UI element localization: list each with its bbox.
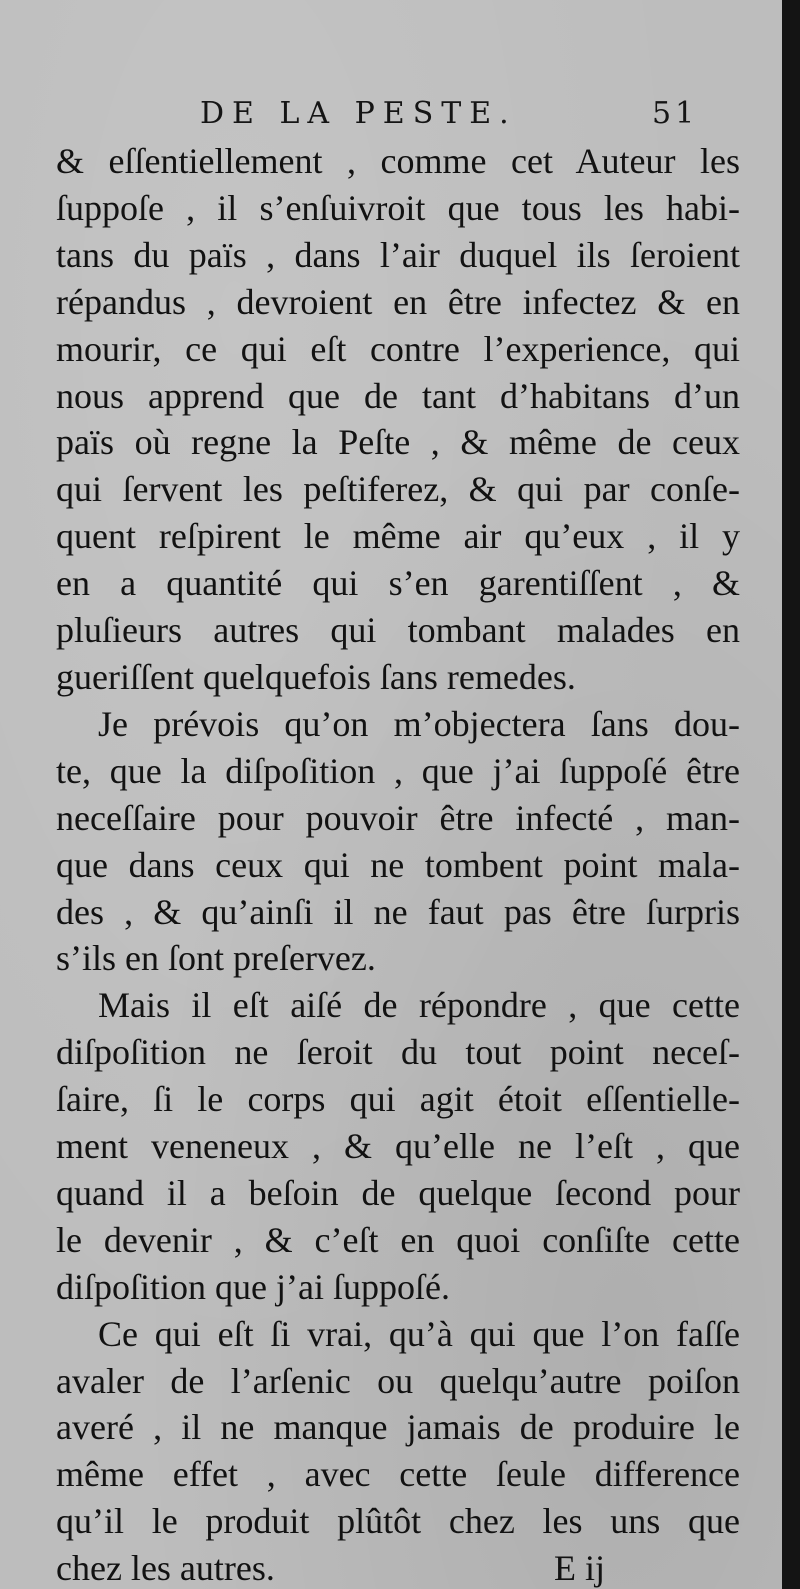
text-line: Ce qui eſt ſi vrai, qu’à qui que l’on faſſe [98, 1313, 740, 1354]
text-line: pluſieurs autres qui tombant malades en [56, 610, 740, 651]
text-line: quent reſpirent le même air qu’eux , il y [56, 516, 740, 557]
text-line: ſaire, ſi le corps qui agit étoit eſſentielle- [56, 1079, 740, 1120]
body-text [56, 138, 740, 1589]
text-line: quand il a beſoin de quelque ſecond pour [56, 1172, 740, 1213]
text-line: neceſſaire pour pouvoir être infecté , man- [56, 797, 740, 838]
text-line: s’ils en ſont preſervez. [56, 938, 376, 979]
text-line: qu’il le produit plûtôt chez les uns que [56, 1501, 740, 1542]
text-line: & eſſentiellement , comme cet Auteur les [56, 141, 740, 181]
paragraph [56, 1311, 740, 1589]
text-line: avaler de l’arſenic ou quelqu’autre poiſon [56, 1360, 740, 1401]
text-line: Mais il eſt aiſé de répondre , que cette [98, 985, 740, 1026]
final-line [56, 1545, 740, 1589]
text-line: que dans ceux qui ne tombent point mala- [56, 844, 740, 885]
text-line: le devenir , & c’eſt en quoi conſiſte cette [56, 1219, 740, 1260]
text-line: païs où regne la Peſte , & même de ceux [56, 422, 740, 463]
text-line: en a quantité qui s’en garentiſſent , & [56, 563, 740, 604]
text-line: ſuppoſe , il s’enſuivroit que tous les habi- [56, 187, 740, 228]
page-number: 51 [652, 96, 699, 131]
text-line: diſpoſition ne ſeroit du tout point neceſ- [56, 1032, 740, 1073]
text-line: des , & qu’ainſi il ne faut pas être ſurpris [56, 891, 740, 932]
signature-mark: E ij [554, 1548, 605, 1589]
text-line: diſpoſition que j’ai ſuppoſé. [56, 1266, 450, 1307]
text-line: chez les autres. [56, 1548, 275, 1589]
text-line: répandus , devroient en être infectez & en [56, 281, 740, 322]
paragraph [56, 982, 740, 1310]
text-line: nous apprend que de tant d’habitans d’un [56, 375, 740, 416]
text-line: averé , il ne manque jamais de produire le [56, 1407, 740, 1448]
paragraph [56, 701, 740, 982]
running-title: DE LA PESTE. [200, 96, 517, 131]
text-line: gueriſſent quelquefois ſans remedes. [56, 656, 576, 697]
text-line: ment veneneux , & qu’elle ne l’eſt , que [56, 1126, 740, 1167]
text-line: même effet , avec cette ſeule difference [56, 1454, 740, 1495]
text-line: mourir, ce qui eſt contre l’experience, qui [56, 328, 740, 369]
text-line: Je prévois qu’on m’objectera ſans dou- [98, 703, 740, 744]
text-line: te, que la diſpoſition , que j’ai ſuppoſé être [56, 750, 740, 791]
text-line: tans du païs , dans l’air duquel ils ſeroient [56, 234, 740, 275]
scan-edge [782, 0, 800, 1589]
paragraph [56, 138, 740, 701]
text-line: qui ſervent les peſtiferez, & qui par conſe- [56, 469, 740, 510]
